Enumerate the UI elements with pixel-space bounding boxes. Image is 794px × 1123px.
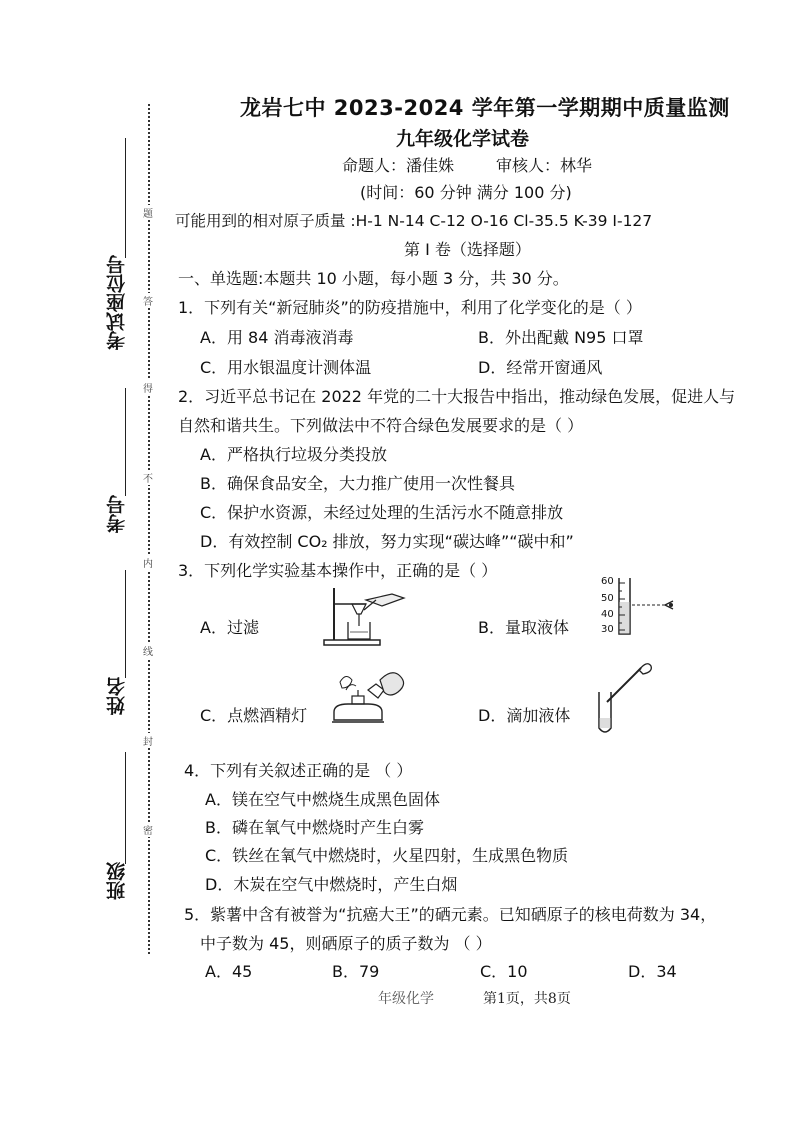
seal-char: 不 <box>143 470 153 485</box>
option-d: D．经常开窗通风 <box>478 358 603 377</box>
question-stem-line1: 5．紫薯中含有被誉为“抗癌大王”的硒元素。已知硒原子的核电荷数为 34， <box>184 905 717 924</box>
alcohol-lamp-image <box>328 668 412 726</box>
name-label: 姓名 <box>106 677 128 715</box>
option-a: A．过滤 <box>200 618 259 637</box>
question-stem-line2: 中子数为 45，则硒原子的质子数为 （ ） <box>200 934 492 953</box>
section-title: 第 I 卷（选择题） <box>404 240 531 259</box>
option-c: C．用水银温度计测体温 <box>200 358 372 377</box>
exam-subtitle: 九年级化学试卷 <box>396 128 530 150</box>
option-d: D．有效控制 CO₂ 排放，努力实现“碳达峰”“碳中和” <box>200 532 574 551</box>
seat-number-label: 考试座位号 <box>106 255 128 350</box>
seal-char: 密 <box>143 822 153 837</box>
cylinder-tick-40: 40 <box>601 609 614 620</box>
question-stem: 4．下列有关叙述正确的是 （ ） <box>184 761 413 780</box>
option-d: D．木炭在空气中燃烧时，产生白烟 <box>205 875 458 894</box>
seat-number-field[interactable] <box>125 138 126 258</box>
atomic-masses: 可能用到的相对原子质量 :H-1 N-14 C-12 O-16 Cl-35.5 K-39 I-127 <box>175 212 653 230</box>
option-d: D．34 <box>628 962 677 981</box>
question-stem: 1．下列有关“新冠肺炎”的防疫措施中，利用了化学变化的是（ ） <box>178 298 642 317</box>
option-c: C．铁丝在氧气中燃烧时，火星四射，生成黑色物质 <box>205 846 569 865</box>
option-c: C．保护水资源，未经过处理的生活污水不随意排放 <box>200 503 564 522</box>
section-instruction: 一、单选题:本题共 10 小题，每小题 3 分，共 30 分。 <box>178 269 569 288</box>
cylinder-tick-60: 60 <box>601 576 614 587</box>
footer-page-number: 第1页，共8页 <box>483 991 571 1007</box>
option-a: A．严格执行垃圾分类投放 <box>200 445 387 464</box>
time-info: (时间：60 分钟 满分 100 分) <box>360 183 572 202</box>
question-stem: 3．下列化学实验基本操作中，正确的是（ ） <box>178 561 498 580</box>
class-label: 班级 <box>106 862 128 900</box>
seal-char: 得 <box>143 380 153 395</box>
option-b: B．确保食品安全，大力推广使用一次性餐具 <box>200 474 515 493</box>
option-d: D．滴加液体 <box>478 706 571 725</box>
cylinder-tick-50: 50 <box>601 593 614 604</box>
filtration-apparatus-image <box>322 584 412 646</box>
reviewer: 审核人：林华 <box>496 156 593 175</box>
seal-char: 线 <box>143 643 153 658</box>
exam-number-label: 考号 <box>106 495 128 533</box>
option-b: B．79 <box>332 962 380 981</box>
question-stem-line1: 2．习近平总书记在 2022 年党的二十大报告中指出，推动绿色发展，促进人与 <box>178 387 736 406</box>
option-a: A．45 <box>205 962 253 981</box>
cylinder-tick-30: 30 <box>601 624 614 635</box>
option-a: A．用 84 消毒液消毒 <box>200 328 354 347</box>
class-field[interactable] <box>125 752 126 864</box>
seal-char: 封 <box>143 733 153 748</box>
option-b: B．量取液体 <box>478 618 569 637</box>
dropper-test-tube-image <box>595 660 655 736</box>
seal-char: 内 <box>143 555 153 570</box>
exam-title: 龙岩七中 2023-2024 学年第一学期期中质量监测 <box>240 96 730 120</box>
option-b: B．磷在氧气中燃烧时产生白雾 <box>205 818 424 837</box>
option-c: C．10 <box>480 962 528 981</box>
exam-number-field[interactable] <box>125 388 126 496</box>
graduated-cylinder-image <box>617 576 679 636</box>
seal-char: 题 <box>143 205 153 220</box>
option-b: B．外出配戴 N95 口罩 <box>478 328 644 347</box>
option-c: C．点燃酒精灯 <box>200 706 308 725</box>
question-stem-line2: 自然和谐共生。下列做法中不符合绿色发展要求的是（ ） <box>178 416 584 435</box>
option-a: A．镁在空气中燃烧生成黑色固体 <box>205 790 440 809</box>
seal-char: 答 <box>143 293 153 308</box>
author: 命题人：潘佳姝 <box>342 156 455 175</box>
footer-subject: 年级化学 <box>378 991 434 1007</box>
name-field[interactable] <box>125 570 126 678</box>
